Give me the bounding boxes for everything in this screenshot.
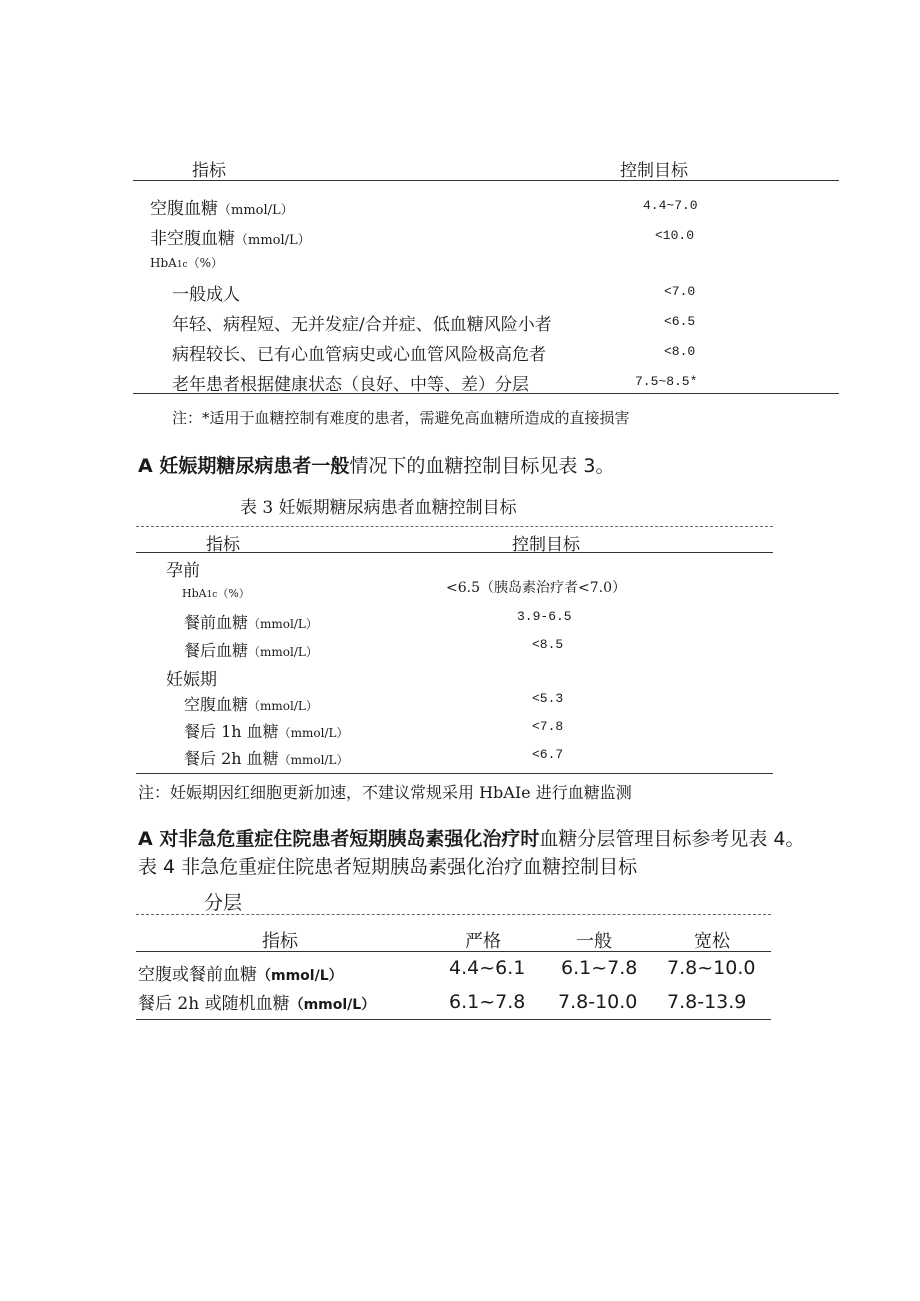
- table-note: 注：妊娠期因红细胞更新加速，不建议常规采用 HbAIe 进行血糖监测: [138, 783, 632, 802]
- cell-value: 6.1~7.8: [449, 991, 526, 1013]
- paragraph-pregnancy: A 妊娠期糖尿病患者一般情况下的血糖控制目标见表 3。: [138, 455, 615, 477]
- table-rule-top: [133, 180, 839, 181]
- table-row: 年轻、病程短、无并发症/合并症、低血糖风险小者: [172, 315, 552, 335]
- table-rule-top: [136, 526, 773, 527]
- table-rule-bottom: [133, 393, 839, 394]
- cell-value: <8.5: [532, 637, 564, 652]
- table-rule-bottom: [136, 1019, 771, 1020]
- col-header-loose: 宽松: [694, 931, 730, 952]
- table-row: 一般成人: [172, 285, 240, 305]
- col-header-indicator: 指标: [262, 931, 298, 952]
- col-header-target: 控制目标: [620, 161, 688, 181]
- table-row: 餐后 2h 血糖（mmol/L）: [184, 749, 349, 768]
- col-header-strict: 严格: [465, 931, 501, 952]
- cell-value: 4.4~6.1: [449, 957, 526, 979]
- table-row: 空腹血糖（mmol/L）: [184, 695, 318, 714]
- cell-value: 7.5~8.5*: [635, 374, 698, 389]
- col-header-target: 控制目标: [512, 535, 580, 555]
- cell-value: <7.0: [664, 284, 696, 299]
- cell-value: <10.0: [655, 228, 695, 243]
- table-row: 餐后 1h 血糖（mmol/L）: [184, 722, 349, 741]
- table-row: 病程较长、已有心血管病史或心血管风险极高危者: [172, 345, 546, 365]
- cell-value: 4.4~7.0: [643, 198, 698, 213]
- cell-value: <5.3: [532, 691, 564, 706]
- col-header-general: 一般: [576, 931, 612, 952]
- table-title: 表 3 妊娠期糖尿病患者血糖控制目标: [240, 498, 517, 518]
- cell-value: <7.8: [532, 719, 564, 734]
- paragraph-inpatient: A 对非急危重症住院患者短期胰岛素强化治疗时血糖分层管理目标参考见表 4。: [138, 828, 805, 850]
- cell-value: <6.7: [532, 747, 564, 762]
- table-row: 空腹血糖（mmol/L）: [150, 199, 294, 219]
- cell-value: <6.5（胰岛素治疗者<7.0）: [446, 580, 626, 596]
- col-header-indicator: 指标: [192, 161, 226, 181]
- cell-value: <6.5: [664, 314, 696, 329]
- table-row: 老年患者根据健康状态（良好、中等、差）分层: [172, 375, 529, 395]
- layer-label: 分层: [204, 892, 243, 914]
- cell-value: 7.8-10.0: [558, 991, 638, 1013]
- group-label-prepregnancy: 孕前: [166, 561, 200, 581]
- cell-value: 3.9-6.5: [517, 609, 572, 624]
- cell-value: 6.1~7.8: [561, 957, 638, 979]
- table-row: 空腹或餐前血糖（mmol/L）: [138, 965, 343, 985]
- table-row: 餐后血糖（mmol/L）: [184, 641, 318, 660]
- table-row: 餐前血糖（mmol/L）: [184, 613, 318, 632]
- cell-value: <8.0: [664, 344, 696, 359]
- table-rule-bottom: [136, 773, 773, 774]
- group-label-pregnancy: 妊娠期: [166, 670, 217, 690]
- cell-value: 7.8-13.9: [667, 991, 747, 1013]
- cell-value: 7.8~10.0: [667, 957, 756, 979]
- table-row: HbA1c（%）: [150, 256, 223, 270]
- table-row: 餐后 2h 或随机血糖（mmol/L）: [138, 994, 376, 1014]
- table-row: HbA1c（%）: [182, 587, 250, 600]
- table-rule-header: [136, 951, 771, 952]
- col-header-indicator: 指标: [206, 535, 240, 555]
- table-note: 注：*适用于血糖控制有难度的患者，需避免高血糖所造成的直接损害: [172, 409, 630, 427]
- table-title: 表 4 非急危重症住院患者短期胰岛素强化治疗血糖控制目标: [138, 856, 638, 878]
- table-row: 非空腹血糖（mmol/L）: [150, 229, 311, 249]
- table-rule-header: [136, 552, 773, 553]
- table-rule-top: [136, 914, 771, 915]
